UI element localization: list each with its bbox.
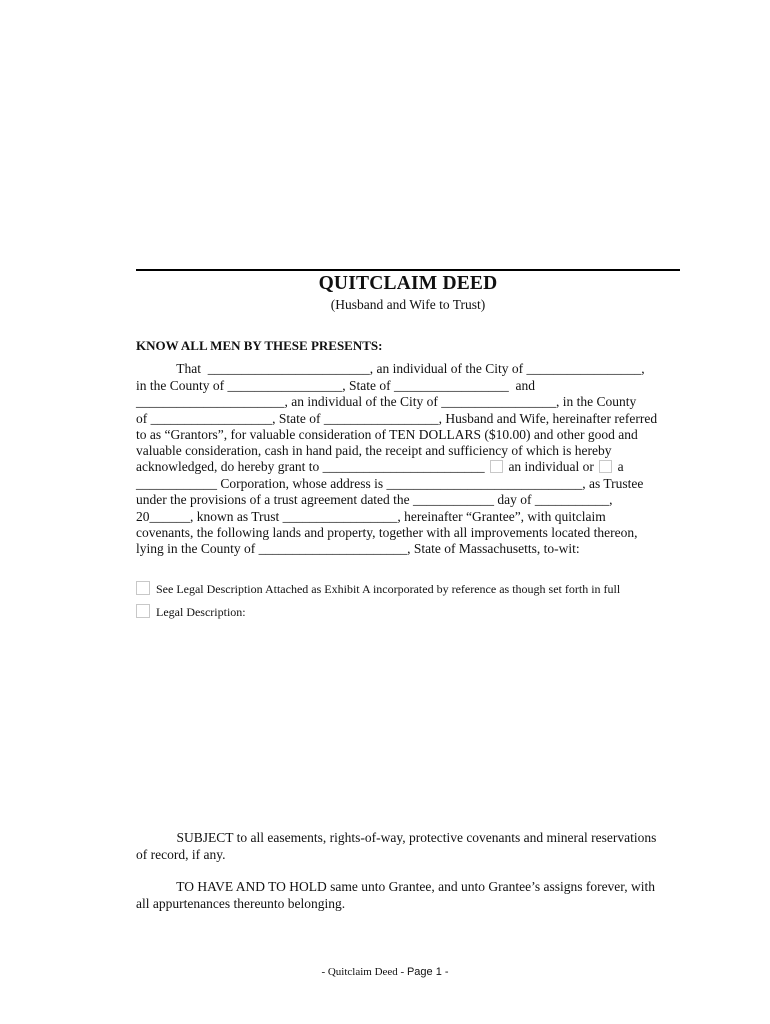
legal-description-label: Legal Description:: [156, 605, 246, 619]
page-number: Page 1 -: [406, 966, 449, 978]
exhibit-checkbox[interactable]: [136, 581, 150, 595]
body-line: covenants, the following lands and property, together with all improvements located thereon,: [136, 525, 638, 540]
body-line: That ________________________, an individual of the City of _________________,: [136, 361, 645, 376]
legal-description-option[interactable]: [136, 604, 246, 620]
section-heading: KNOW ALL MEN BY THESE PRESENTS:: [136, 338, 383, 353]
body-line: lying in the County of ______________________, State of Massachusetts, to-wit:: [136, 541, 580, 556]
legal-description-checkbox[interactable]: [136, 604, 150, 618]
document-subtitle: (Husband and Wife to Trust): [330, 297, 486, 312]
corporation-checkbox[interactable]: [599, 460, 612, 473]
body-line-grantee-type: [136, 459, 624, 475]
habendum-line: TO HAVE AND TO HOLD same unto Grantee, and unto Grantee’s assigns forever, with: [136, 879, 656, 894]
body-line: to as “Grantors”, for valuable consideration of TEN DOLLARS ($10.00) and other good and: [136, 427, 638, 442]
individual-checkbox[interactable]: [490, 460, 503, 473]
body-text: an individual or: [505, 459, 598, 474]
body-line: of __________________, State of _________________, Husband and Wife, hereinafter referred: [136, 411, 658, 426]
habendum-line: all appurtenances thereunto belonging.: [136, 896, 346, 911]
body-text: a: [614, 459, 624, 474]
body-line: ______________________, an individual of the City of _________________, in the County: [136, 394, 637, 409]
exhibit-option-label: See Legal Description Attached as Exhibit A incorporated by reference as though set forth in full: [156, 582, 621, 596]
body-line: ____________ Corporation, whose address is _____________________________, as Trustee: [136, 476, 644, 491]
body-line: valuable consideration, cash in hand paid, the receipt and sufficiency of which is hereby: [136, 443, 612, 458]
title-rule: [136, 269, 680, 271]
footer-doc-name: - Quitclaim Deed -: [321, 966, 407, 978]
body-text: acknowledged, do hereby grant to ________________________: [136, 459, 489, 474]
subject-line: SUBJECT to all easements, rights-of-way, protective covenants and mineral reservations: [136, 830, 657, 845]
document-title: QUITCLAIM DEED: [318, 273, 498, 294]
body-line: under the provisions of a trust agreement dated the ____________ day of ___________,: [136, 492, 613, 507]
body-line: 20______, known as Trust _________________, hereinafter “Grantee”, with quitclaim: [136, 509, 606, 524]
subject-line: of record, if any.: [136, 847, 226, 862]
page-footer: [0, 966, 770, 978]
body-line: in the County of _________________, State of _________________ and: [136, 378, 535, 393]
exhibit-option[interactable]: [136, 581, 620, 597]
